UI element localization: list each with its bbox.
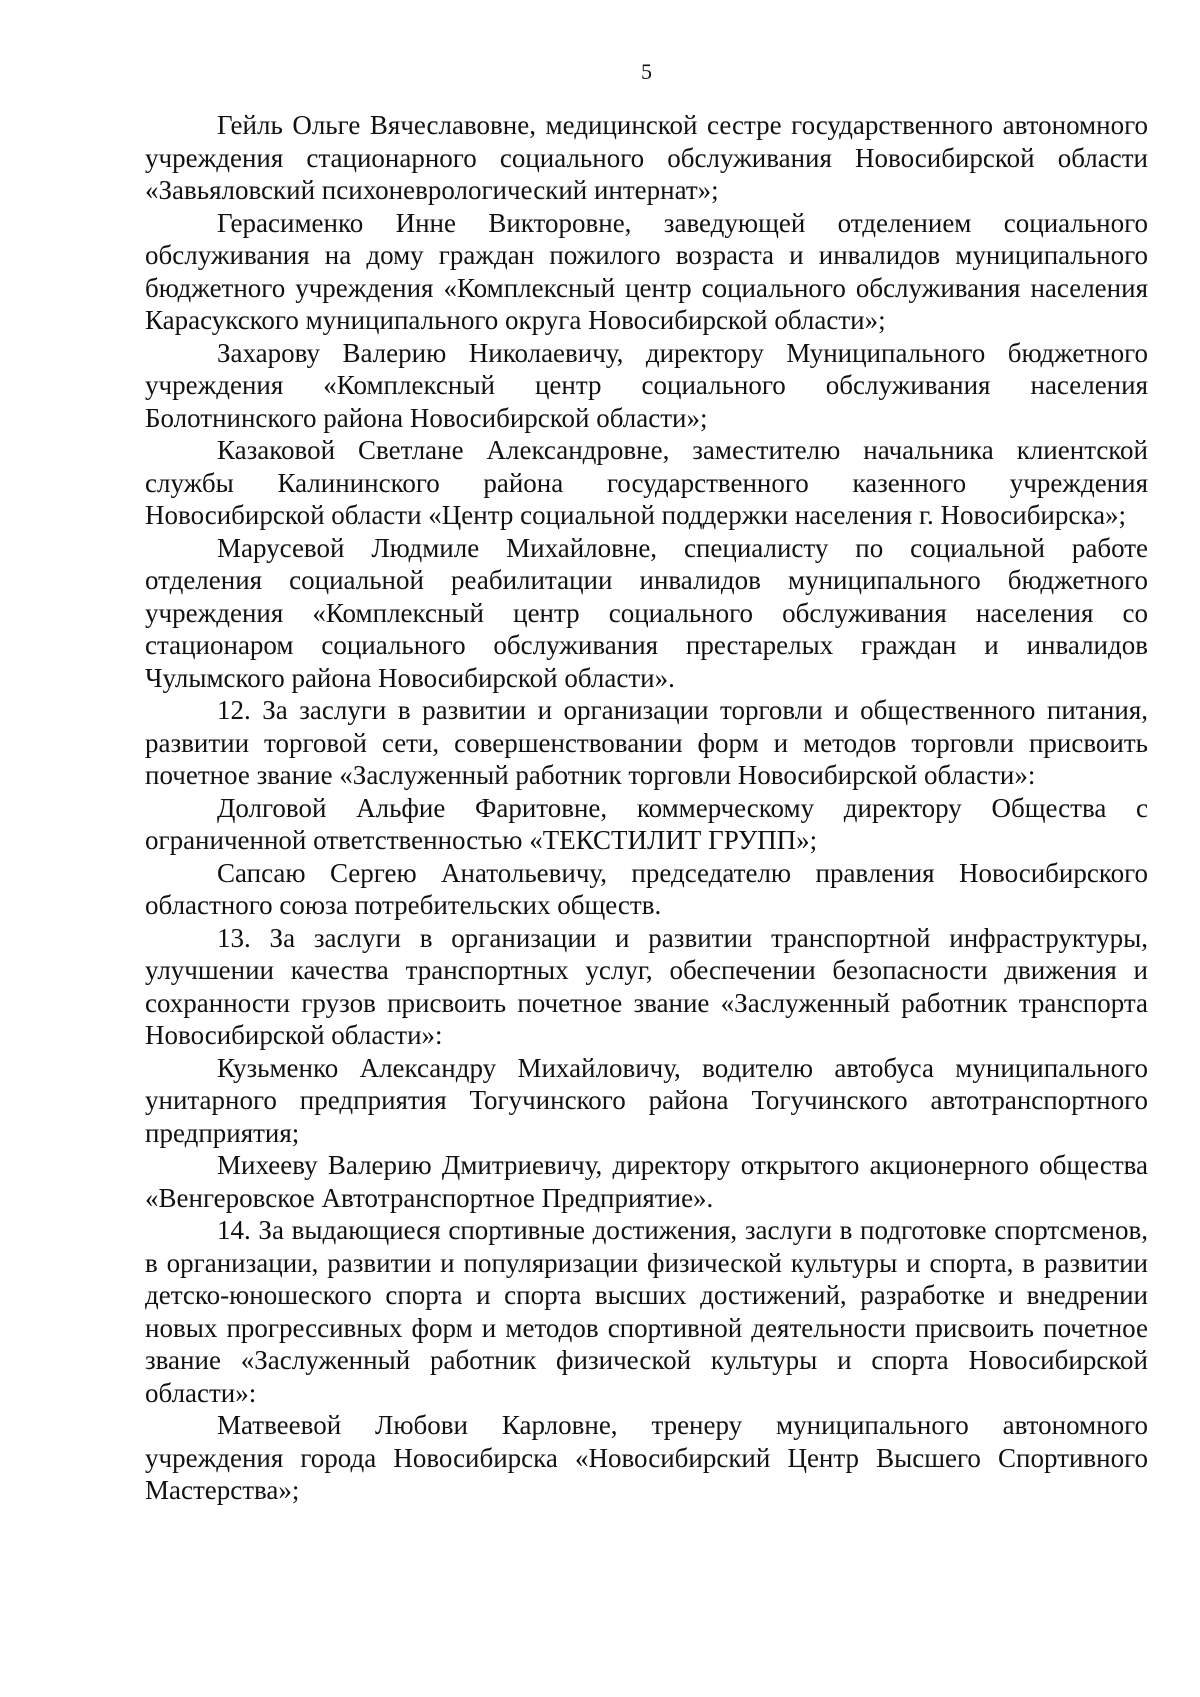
section-13-paragraph: 13. За заслуги в организации и развитии транспортной инфраструктуры, улучшении качества транспортных услуг, обеспечении безопасности движения и сохранности грузов присвоить почетное звание «Заслуженный работник транспорта Новосибирской области»: <box>145 922 1148 1050</box>
paragraph: Марусевой Людмиле Михайловне, специалисту по социальной работе отделения социальной реабилитации инвалидов муниципального бюджетного учреждения «Комплексный центр социального обслуживания населения со стационаром социального обслуживания престарелых граждан и инвалидов Чулымского района Новосибирской области». <box>145 532 1148 693</box>
paragraph: Казаковой Светлане Александровне, заместителю начальника клиентской службы Калининского района государственного казенного учреждения Новосибирской области «Центр социальной поддержки населения г. Новосибирска»; <box>145 435 1148 530</box>
document-body <box>145 109 1148 1507</box>
paragraph: Долговой Альфие Фаритовне, коммерческому директору Общества с ограниченной ответственностью «ТЕКСТИЛИТ ГРУПП»; <box>145 792 1148 855</box>
paragraph: Сапсаю Сергею Анатольевичу, председателю правления Новосибирского областного союза потребительских обществ. <box>145 857 1148 920</box>
section-12-paragraph: 12. За заслуги в развитии и организации торговли и общественного питания, развитии торговой сети, совершенствовании форм и методов торговли присвоить почетное звание «Заслуженный работник торговли Новосибирской области»: <box>145 695 1148 790</box>
document-page <box>145 60 1148 1507</box>
paragraph: Михееву Валерию Дмитриевичу, директору открытого акционерного общества «Венгеровское Автотранспортное Предприятие». <box>145 1150 1148 1213</box>
paragraph: Захарову Валерию Николаевичу, директору Муниципального бюджетного учреждения «Комплексный центр социального обслуживания населения Болотнинского района Новосибирской области»; <box>145 337 1148 433</box>
page-number: 5 <box>641 59 652 84</box>
paragraph: Герасименко Инне Викторовне, заведующей отделением социального обслуживания на дому граждан пожилого возраста и инвалидов муниципального бюджетного учреждения «Комплексный центр социального обслуживания населения Карасукского муниципального округа Новосибирской области»; <box>145 207 1148 335</box>
paragraph: Матвеевой Любови Карловне, тренеру муниципального автономного учреждения города Новосибирска «Новосибирский Центр Высшего Спортивного Мастерства»; <box>145 1410 1148 1505</box>
paragraph: Гейль Ольге Вячеславовне, медицинской сестре государственного автономного учреждения стационарного социального обслуживания Новосибирской области «Завьяловский психоневрологический интернат»; <box>145 110 1148 205</box>
section-14-paragraph: 14. За выдающиеся спортивные достижения, заслуги в подготовке спортсменов, в организации, развитии и популяризации физической культуры и спорта, в развитии детско-юношеского спорта и спорта высших достижений, разработке и внедрении новых прогрессивных форм и методов спортивной деятельности присвоить почетное звание «Заслуженный работник физической культуры и спорта Новосибирской области»: <box>145 1215 1148 1408</box>
paragraph: Кузьменко Александру Михайловичу, водителю автобуса муниципального унитарного предприятия Тогучинского района Тогучинского автотранспортного предприятия; <box>145 1052 1148 1148</box>
